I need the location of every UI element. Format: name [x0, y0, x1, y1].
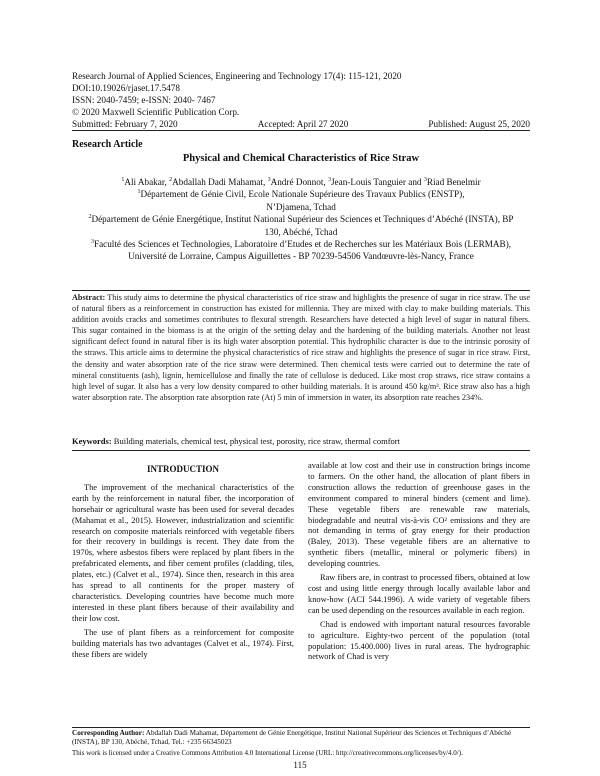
page-number: 115 — [293, 760, 307, 770]
doi: DOI:10.19026/rjaset.17.5478 — [72, 83, 180, 93]
article-dates — [72, 118, 530, 130]
author-names: $^1$Ali Abakar, $^2$Abdallah Dadi Mahamat, $^3$André Donnot, $^3$Jean-Louis Tanguier and $^3$Riad Benelmir — [121, 176, 481, 187]
corresponding-label: Corresponding Author: — [72, 729, 145, 737]
intro-paragraph-4: Raw fibers are, in contrast to processed fibers, obtained at low cost and using little energy through locally available labor and know-how (ACI 544.1996). A wide variety of vegetable fibers can be used depending on the resources available in each region. — [308, 573, 530, 615]
license-note: This work is licensed under a Creative Commons Attribution 4.0 International License (URL: http://creativecommons.org/licenses/by/4.0/). — [72, 749, 463, 757]
copyright: © 2020 Maxwell Scientific Publication Corp. — [72, 107, 240, 117]
intro-paragraph-3: available at low cost and their use in construction brings income to farmers. On the other hand, the allocation of plant fibers in construction allows the reduction of greenhouse gases in the environment compared to mineral binders (cement and lime). These vegetable fibers are renewable raw materials, biodegradable and neutral vis-à-vis CO² emissions and they are not demanding in terms of gray energy for their production (Baley, 2013). These vegetable fibers are an alternative to synthetic fibers (metallic, mineral or polymeric fibers) in developing countries. — [308, 461, 530, 569]
issn: ISSN: 2040-7459; e-ISSN: 2040- 7467 — [72, 95, 216, 105]
affiliation-3: $^3$Faculté des Sciences et Technologies, Laboratoire d’Etudes et de Recherches sur les Matériaux Bois (LERMAB), Université de Lorraine, Campus Aiguillettes - BP 70239-54506 Vandœuvre-lès-Nancy, France — [90, 238, 512, 262]
intro-paragraph-1: The improvement of the mechanical characteristics of the earth by the reinforcement in natural fiber, the incorporation of horsehair or agricultural waste has been used for several decades (Mahamat et al., 2015). However, industrialization and scientific research on composite materials reinforced with vegetable fibers for their recovery in buildings is recent. They date from the 1970s, where asbestos fibers were replaced by plant fibers in the prefabricated elements, and fiber cement profiles (cladding, tiles, plates, etc.) (Calvet et al., 1974). Since then, research in this area has spread to all continents for the proper mastery of characteristics. Developing countries have become much more interested in these plant fibers because of their availability and their low cost. — [72, 482, 294, 623]
paper-title: Physical and Chemical Characteristics of Rice Straw — [182, 153, 420, 164]
keywords — [72, 436, 530, 447]
left-column — [72, 458, 294, 663]
keywords-text: Building materials, chemical test, physical test, porosity, rice straw, thermal comfort — [113, 436, 400, 446]
corresponding-author — [72, 729, 530, 747]
abstract-text: This study aims to determine the physical characteristics of rice straw and highlights the presence of sugar in rice straw. The use of natural fibers as a reinforcement in construction has existed for millennia. They are mixed with clay to make building materials. This addition avoids cracks and sometimes contributes to flexural strength. Researchers have detected a high level of sugar in natural fibers. This sugar contained in the biomass is at the origin of the setting delay and the hardening of the building materials. Another not least significant defect found in natural fiber is its high water absorption potential. This hydrophilic character is due to the intrinsic porosity of the straws. This article aims to determine the physical characteristics of rice straw and highlights the presence of sugar in rice straw. First, the density and water absorption rate of the rice straw were determined. Then chemical tests were carried out to determine the rate of mineral constituents (ash), lignin, hemicellulose and finally the rate of cellulose is deduced. Like most crop straws, rice straw contains a high level of sugar. It also has a very low density compared to other building materials. It is around 450 kg/m³. Rice straw also has a high water absorption rate. The absorption rate absorption rate (At) 5 min of immersion in water, its absorption rate reaches 234%. — [72, 293, 531, 402]
corresponding-text: Abdallah Dadi Mahamat, Département de Génie Energétique, Institut National Supérieur des Sciences et Techniques d’Abéché (INSTA), BP 130, Abéché, Tchad, Tel.: +235 66345023 — [72, 729, 512, 747]
journal-citation: Research Journal of Applied Sciences, Engineering and Technology 17(4): 115-121, 2020 — [72, 71, 402, 81]
date-submitted: Submitted: February 7, 2020 — [72, 119, 178, 129]
abstract — [72, 292, 530, 403]
keywords-label: Keywords: — [72, 436, 112, 446]
journal-header — [72, 70, 402, 118]
footer-rule — [72, 727, 530, 728]
article-type: Research Article — [72, 139, 143, 150]
date-accepted: Accepted: April 27 2020 — [257, 119, 349, 129]
abstract-label: Abstract: — [72, 293, 106, 302]
affiliation-2: $^2$Département de Génie Energétique, Institut National Supérieur des Sciences et Techniques d’Abéché (INSTA), BP 130, Abéché, Tchad — [88, 214, 514, 237]
right-column — [308, 461, 530, 666]
author-block — [72, 176, 530, 263]
date-published: Published: August 25, 2020 — [428, 119, 530, 129]
keywords-bottom-rule — [72, 450, 530, 451]
abstract-top-rule — [72, 290, 530, 291]
header-rule — [72, 130, 530, 131]
section-heading: INTRODUCTION — [146, 464, 219, 474]
intro-paragraph-5: Chad is endowed with important natural resources favorable to agriculture. Eighty-two percent of the population (total population: 15.400.000) lives in rural areas. The hydrographic network of Chad is very — [308, 619, 530, 662]
affiliation-1: $^1$Département de Génie Civil, Ecole Nationale Supérieure des Travaux Publics (ENSTP), N’Djamena, Tchad — [137, 189, 465, 212]
intro-paragraph-2: The use of plant fibers as a reinforcement for composite building materials has two advantages (Calvet et al., 1974). First, these fibers are widely — [72, 627, 294, 659]
